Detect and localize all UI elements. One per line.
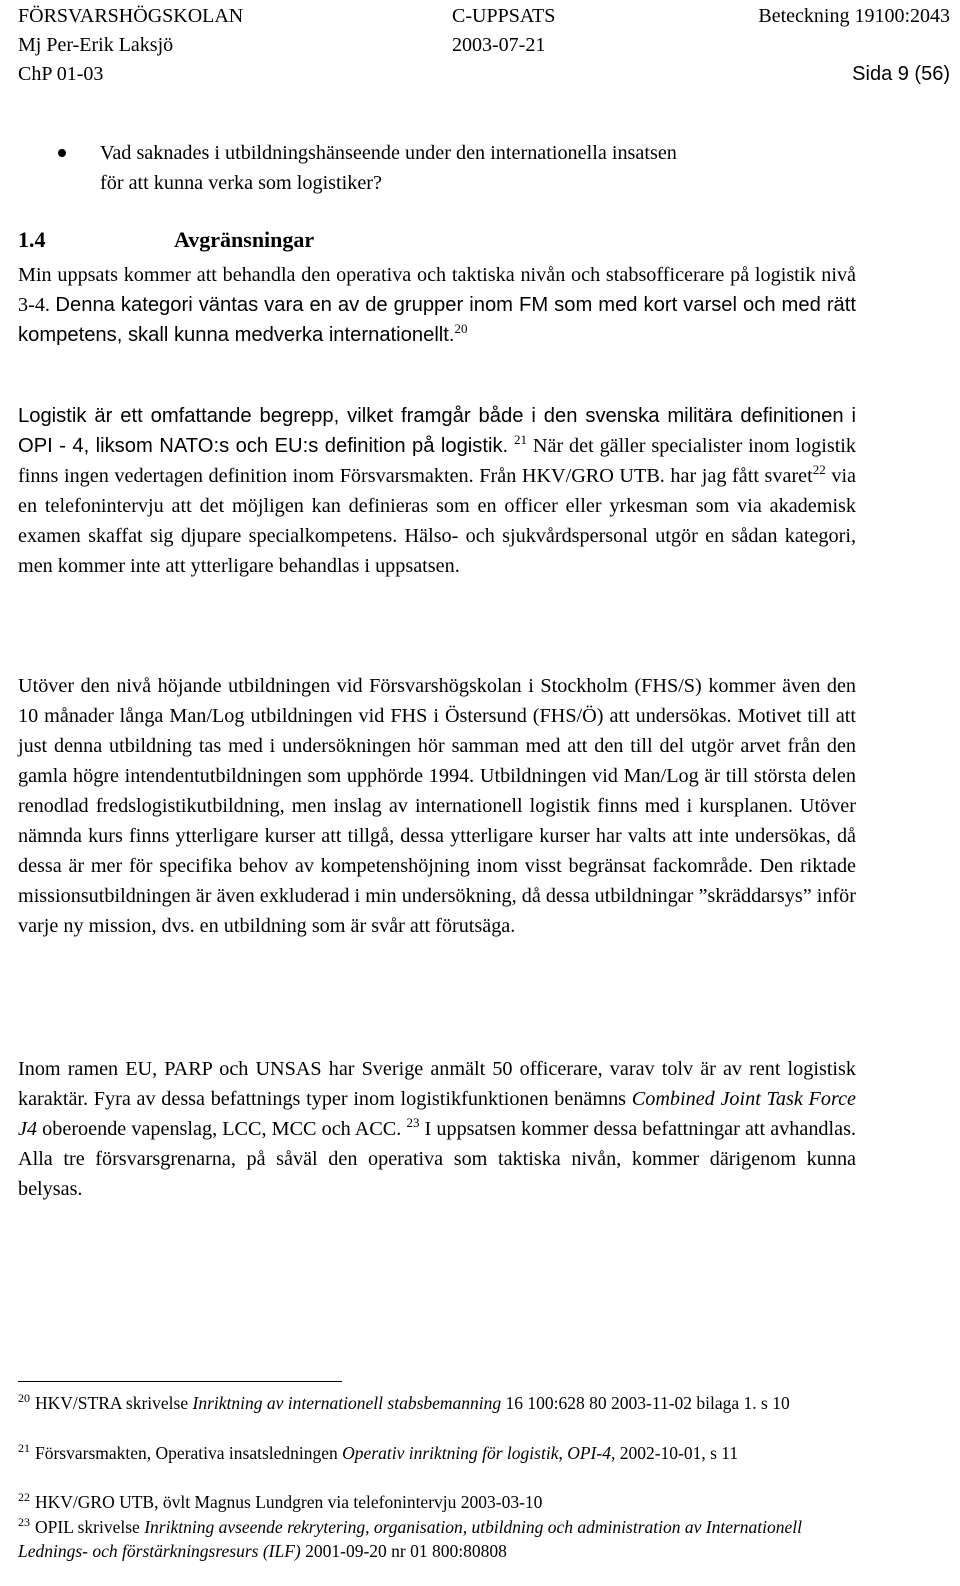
footnote-number: 21	[18, 1441, 30, 1455]
paragraph-logistics-definition	[18, 401, 856, 581]
page-number: Sida 9 (56)	[852, 63, 950, 85]
paragraph-logistics-text-b: När det gäller specialister inom logistik finns ingen vedertagen definition inom Försvarsmakten. Från HKV/GRO UTB. har jag fått svaret	[18, 435, 857, 487]
footnote-ref-22: 22	[812, 462, 826, 477]
section-title: Avgränsningar	[174, 227, 315, 252]
footnote-text: OPIL skrivelse	[35, 1517, 145, 1537]
paragraph-officers-text-c: I uppsatsen kommer dessa befattningar att avhandlas. Alla tre försvarsgrenarna, på såväl den operativa som taktiska nivån, kommer därigenom kunna belysas.	[18, 1118, 856, 1200]
footnote-divider	[18, 1381, 342, 1382]
footnote-number: 23	[18, 1515, 30, 1529]
footnote-italic: Operativ inriktning för logistik, OPI-4,	[342, 1443, 616, 1463]
paragraph-scope-text-b: Denna kategori väntas vara en av de grupper inom FM som med kort varsel och med rätt kompetens, skall kunna medverka internationellt.	[18, 294, 856, 346]
footnote-22	[18, 1490, 856, 1514]
footnote-text: Försvarsmakten, Operativa insatsledningen	[35, 1443, 343, 1463]
header-doc-type: C-UPPSATS	[452, 5, 556, 27]
header-reference: Beteckning 19100:2043	[758, 5, 950, 27]
footnote-23	[18, 1515, 856, 1563]
footnote-text-post: 16 100:628 80 2003-11-02 bilaga 1. s 10	[501, 1393, 790, 1413]
footnote-number: 22	[18, 1490, 30, 1504]
footnote-text-post: 2002-10-01, s 11	[615, 1443, 739, 1463]
bullet-question	[100, 138, 856, 198]
footnote-italic: Inriktning av internationell stabsbemanning	[192, 1393, 502, 1413]
footnote-ref-23: 23	[406, 1115, 420, 1130]
paragraph-education-text: Utöver den nivå höjande utbildningen vid Försvarshögskolan i Stockholm (FHS/S) kommer även den 10 månader långa Man/Log utbildningen vid FHS i Östersund (FHS/Ö) att undersökas. Motivet till att just denna utbildning tas med i undersökningen hör samman med att den till del utgör arvet från den gamla högre intendentutbildningen som upphörde 1994. Utbildningen vid Man/Log är till största delen renodlad fredslogistikutbildning, men inslag av internationell logistik finns med i kursplanen. Utöver nämnda kurs finns ytterligare kurser att tillgå, dessa ytterligare kurser har valts att inte undersökas, då dessa är mer för specifika behov av kompetenshöjning inom visst begränsat fackområde. Den riktade missionsutbildningen är även exkluderad i min undersökning, då dessa utbildningar ”skräddarsys” inför varje ny mission, dvs. en utbildning som är svår att förutsäga.	[18, 675, 856, 937]
paragraph-officers-italic: Combined Joint Task Force J4	[18, 1088, 857, 1140]
paragraph-education-scope	[18, 671, 856, 941]
footnote-ref-20: 20	[454, 321, 468, 336]
section-number: 1.4	[18, 227, 46, 252]
paragraph-officers-text-a: Inom ramen EU, PARP och UNSAS har Sverige anmält 50 officerare, varav tolv är av rent logistisk karaktär. Fyra av dessa befattnings typer inom logistikfunktionen benämns	[18, 1058, 856, 1110]
footnote-21	[18, 1441, 856, 1465]
header-course: ChP 01-03	[18, 63, 104, 85]
footnote-20	[18, 1391, 856, 1415]
footnote-italic: Inriktning avseende rekrytering, organisation, utbildning och administration av Internationell Lednings- och förstärkningsresurs (ILF)	[18, 1517, 802, 1561]
bullet-line-2: för att kunna verka som logistiker?	[100, 172, 382, 194]
paragraph-officers	[18, 1054, 856, 1204]
footnote-ref-21: 21	[514, 432, 528, 447]
paragraph-officers-text-b: oberoende vapenslag, LCC, MCC och ACC.	[42, 1118, 402, 1140]
footnote-text: HKV/STRA skrivelse	[35, 1393, 193, 1413]
paragraph-scope-text-a: Min uppsats kommer att behandla den operativa och taktiska nivån och stabsofficerare på logistik nivå 3-4.	[18, 264, 856, 316]
paragraph-logistics-text-c: via en telefonintervju att det möjligen kan definieras som en officer eller yrkesman som via akademisk examen skaffat sig djupare specialkompetens. Hälso- och sjukvårdspersonal utgör en sådan kategori, men kommer inte att ytterligare behandlas i uppsatsen.	[18, 465, 857, 577]
footnote-text-post: 2001-09-20 nr 01 800:80808	[300, 1541, 507, 1561]
bullet-icon	[58, 149, 66, 157]
bullet-line-1: Vad saknades i utbildningshänseende under den internationella insatsen	[100, 142, 677, 164]
header-date: 2003-07-21	[452, 34, 546, 56]
paragraph-logistics-text-a: Logistik är ett omfattande begrepp, vilket framgår både i den svenska militära definitionen i OPI - 4, liksom NATO:s och EU:s definition på logistik.	[18, 405, 856, 457]
header-author: Mj Per-Erik Laksjö	[18, 34, 174, 56]
footnote-number: 20	[18, 1391, 30, 1405]
header-school: FÖRSVARSHÖGSKOLAN	[18, 5, 244, 27]
paragraph-scope	[18, 260, 856, 350]
footnote-text: HKV/GRO UTB, övlt Magnus Lundgren via telefonintervju 2003-03-10	[35, 1492, 543, 1512]
